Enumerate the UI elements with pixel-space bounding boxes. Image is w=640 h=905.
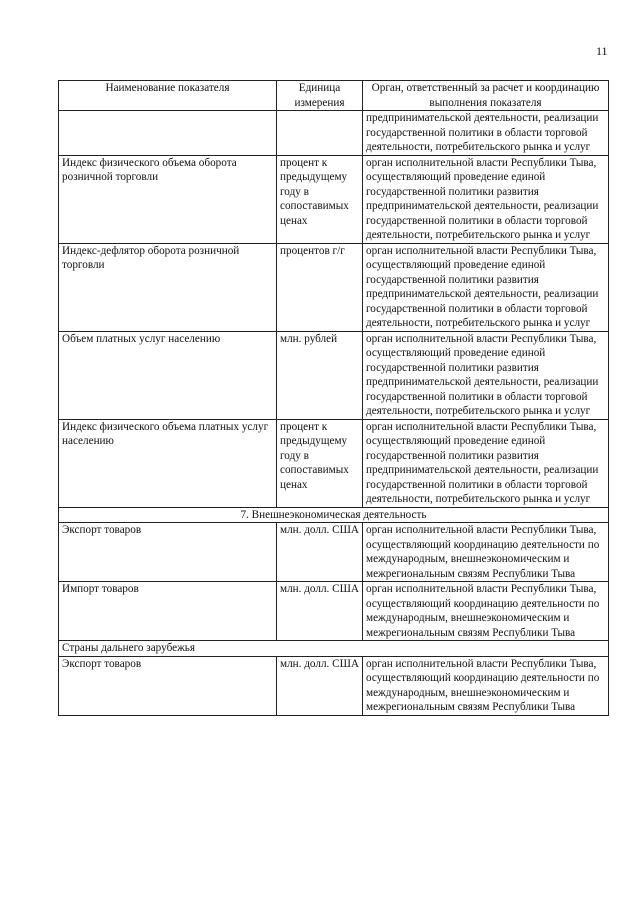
cell-organ: предпринимательской деятельности, реализации государственной политики в области торговой деятельности, потребительского рынка и услуг (363, 111, 609, 156)
table-header-row (59, 81, 609, 111)
table-row (59, 155, 609, 243)
header-name: Наименование показателя (59, 81, 277, 111)
cell-organ: орган исполнительной власти Республики Тыва, осуществляющий проведение единой государственной политики развития предпринимательской деятельности, реализации государственной политики в области торговой деятельности, потребительского рынка и услуг (363, 155, 609, 243)
cell-unit: млн. долл. США (277, 523, 363, 582)
cell-name: Экспорт товаров (59, 523, 277, 582)
cell-name: Индекс физического объема платных услуг населению (59, 419, 277, 507)
cell-organ: орган исполнительной власти Республики Тыва, осуществляющий координацию деятельности по международным, внешнеэкономическим и межрегиональным связям Республики Тыва (363, 656, 609, 715)
header-organ: Орган, ответственный за расчет и координацию выполнения показателя (363, 81, 609, 111)
indicators-table (58, 80, 609, 716)
cell-organ: орган исполнительной власти Республики Тыва, осуществляющий проведение единой государственной политики развития предпринимательской деятельности, реализации государственной политики в области торговой деятельности, потребительского рынка и услуг (363, 331, 609, 419)
table-row (59, 582, 609, 641)
table-row (59, 331, 609, 419)
cell-unit: процент к предыдущему году в сопоставимых ценах (277, 419, 363, 507)
cell-unit: млн. рублей (277, 331, 363, 419)
cell-unit (277, 111, 363, 156)
cell-organ: орган исполнительной власти Республики Тыва, осуществляющий проведение единой государственной политики развития предпринимательской деятельности, реализации государственной политики в области торговой деятельности, потребительского рынка и услуг (363, 243, 609, 331)
table-row (59, 111, 609, 156)
section-title: 7. Внешнеэкономическая деятельность (59, 507, 609, 523)
cell-name: Импорт товаров (59, 582, 277, 641)
page-number: 11 (596, 44, 608, 58)
table-row (59, 656, 609, 715)
cell-unit: млн. долл. США (277, 582, 363, 641)
table-row (59, 243, 609, 331)
cell-unit: процентов г/г (277, 243, 363, 331)
cell-organ: орган исполнительной власти Республики Тыва, осуществляющий проведение единой государственной политики развития предпринимательской деятельности, реализации государственной политики в области торговой деятельности, потребительского рынка и услуг (363, 419, 609, 507)
cell-name: Объем платных услуг населению (59, 331, 277, 419)
section-heading-row (59, 507, 609, 523)
cell-organ: орган исполнительной власти Республики Тыва, осуществляющий координацию деятельности по международным, внешнеэкономическим и межрегиональным связям Республики Тыва (363, 582, 609, 641)
cell-name: Экспорт товаров (59, 656, 277, 715)
header-unit: Единица измерения (277, 81, 363, 111)
cell-name (59, 111, 277, 156)
cell-unit: млн. долл. США (277, 656, 363, 715)
cell-organ: орган исполнительной власти Республики Тыва, осуществляющий координацию деятельности по международным, внешнеэкономическим и межрегиональным связям Республики Тыва (363, 523, 609, 582)
table-row (59, 419, 609, 507)
cell-name: Индекс физического объема оборота розничной торговли (59, 155, 277, 243)
group-title: Страны дальнего зарубежья (59, 641, 609, 657)
table-row (59, 523, 609, 582)
group-heading-row (59, 641, 609, 657)
cell-name: Индекс-дефлятор оборота розничной торговли (59, 243, 277, 331)
cell-unit: процент к предыдущему году в сопоставимых ценах (277, 155, 363, 243)
